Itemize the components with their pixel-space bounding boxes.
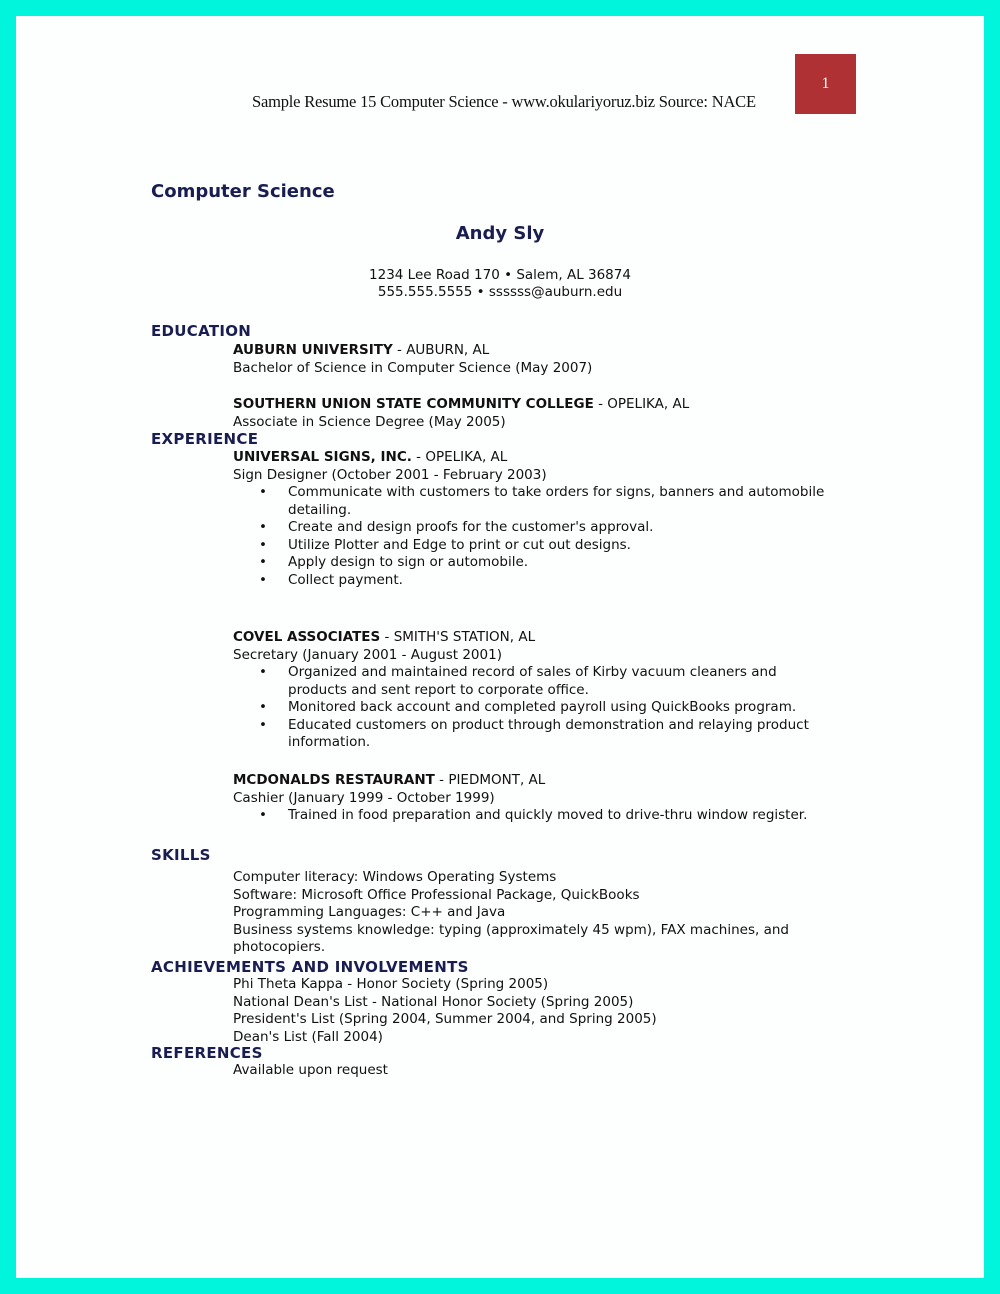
job-role: Secretary (January 2001 - August 2001) [233, 646, 502, 663]
bullet-icon: • [259, 664, 267, 680]
page-number-badge: 1 [795, 54, 856, 114]
list-item: • Trained in food preparation and quickly moved to drive-thru window register. [259, 807, 808, 823]
section-heading-references: REFERENCES [151, 1044, 263, 1062]
education-entry [233, 342, 592, 377]
bullet-icon: • [259, 716, 267, 733]
skill-item: Software: Microsoft Office Professional Package, QuickBooks [233, 886, 640, 903]
resume-page [16, 16, 984, 1278]
bullet-icon: • [259, 807, 267, 823]
bullet-icon: • [259, 699, 267, 715]
school-location: - OPELIKA, AL [593, 396, 690, 412]
phone-email-line: 555.555.5555 • ssssss@auburn.edu [377, 284, 623, 300]
list-item: • Educated customers on product through demonstration and relaying product information. [259, 716, 809, 750]
employer-name: COVEL ASSOCIATES [233, 629, 381, 645]
job-role: Sign Designer (October 2001 - February 2003) [233, 466, 547, 483]
section-heading-education: EDUCATION [151, 322, 252, 340]
education-entry [233, 396, 689, 431]
job-duties [233, 664, 833, 752]
bullet-icon: • [259, 554, 267, 570]
achievement-item: Dean's List (Fall 2004) [233, 1028, 383, 1045]
skill-item: Programming Languages: C++ and Java [233, 904, 506, 920]
achievements-list [233, 976, 657, 1046]
document-title: Computer Science [151, 181, 335, 202]
references-text: Available upon request [233, 1062, 388, 1078]
list-item: • Apply design to sign or automobile. [259, 554, 529, 570]
running-header: Sample Resume 15 Computer Science - www.okulariyoruz.biz Source: NACE [252, 92, 756, 111]
employer-name: MCDONALDS RESTAURANT [233, 772, 435, 788]
section-heading-skills: SKILLS [151, 846, 211, 864]
employer-location: - PIEDMONT, AL [434, 772, 546, 788]
employer-name: UNIVERSAL SIGNS, INC. [233, 449, 412, 465]
list-item: • Monitored back account and completed payroll using QuickBooks program. [259, 699, 797, 715]
degree: Associate in Science Degree (May 2005) [233, 413, 506, 430]
skill-item: Business systems knowledge: typing (approximately 45 wpm), FAX machines, and [233, 921, 789, 938]
skill-item: photocopiers. [233, 939, 326, 955]
bullet-icon: • [259, 536, 267, 553]
job-entry [233, 449, 833, 589]
list-item: • Organized and maintained record of sales of Kirby vacuum cleaners and products and sent report to corporate office. [259, 664, 777, 698]
skills-list [233, 869, 789, 957]
degree: Bachelor of Science in Computer Science (May 2007) [233, 359, 593, 376]
address-line: 1234 Lee Road 170 • Salem, AL 36874 [369, 267, 631, 283]
achievement-item: National Dean's List - National Honor Society (Spring 2005) [233, 993, 634, 1010]
school-name: SOUTHERN UNION STATE COMMUNITY COLLEGE [233, 396, 594, 412]
job-entry [233, 772, 868, 825]
employer-location: - OPELIKA, AL [411, 449, 508, 465]
school-name: AUBURN UNIVERSITY [233, 342, 393, 358]
job-duties [233, 484, 833, 589]
skill-item: Computer literacy: Windows Operating Systems [233, 869, 557, 885]
list-item: • Collect payment. [259, 571, 403, 588]
list-item: • Communicate with customers to take orders for signs, banners and automobile detailing. [259, 484, 825, 518]
school-location: - AUBURN, AL [392, 342, 490, 358]
candidate-name: Andy Sly [455, 223, 545, 244]
achievement-item: Phi Theta Kappa - Honor Society (Spring 2005) [233, 976, 549, 992]
bullet-icon: • [259, 484, 267, 500]
job-entry [233, 629, 833, 752]
section-heading-achievements: ACHIEVEMENTS AND INVOLVEMENTS [151, 958, 469, 976]
section-heading-experience: EXPERIENCE [151, 430, 259, 448]
job-role: Cashier (January 1999 - October 1999) [233, 789, 495, 806]
employer-location: - SMITH'S STATION, AL [380, 629, 536, 645]
list-item: • Utilize Plotter and Edge to print or cut out designs. [259, 536, 631, 553]
bullet-icon: • [259, 519, 267, 535]
bullet-icon: • [259, 571, 267, 588]
contact-info [16, 267, 984, 301]
job-duties [233, 807, 868, 825]
list-item: • Create and design proofs for the customer's approval. [259, 519, 654, 535]
achievement-item: President's List (Spring 2004, Summer 2004, and Spring 2005) [233, 1011, 657, 1027]
